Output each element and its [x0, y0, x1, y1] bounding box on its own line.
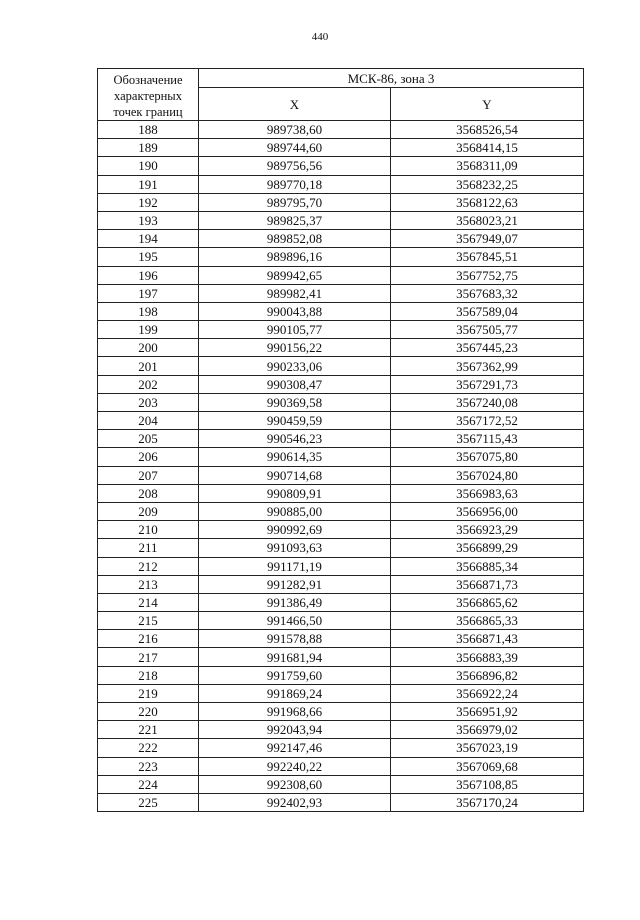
table-row: [98, 703, 584, 721]
x-coordinate-cell: 991578,88: [199, 630, 391, 648]
y-coordinate-cell: 3567023,19: [391, 739, 584, 757]
y-coordinate-cell: 3568414,15: [391, 139, 584, 157]
x-coordinate-cell: 991386,49: [199, 593, 391, 611]
point-id-cell: 193: [98, 211, 199, 229]
x-coordinate-cell: 991968,66: [199, 703, 391, 721]
y-coordinate-cell: 3568526,54: [391, 121, 584, 139]
table-row: [98, 284, 584, 302]
y-coordinate-cell: 3566923,29: [391, 521, 584, 539]
point-id-cell: 211: [98, 539, 199, 557]
x-coordinate-cell: 991681,94: [199, 648, 391, 666]
y-coordinate-cell: 3566883,39: [391, 648, 584, 666]
x-coordinate-cell: 990369,58: [199, 393, 391, 411]
y-coordinate-cell: 3566865,62: [391, 593, 584, 611]
y-coordinate-cell: 3566896,82: [391, 666, 584, 684]
point-id-cell: 220: [98, 703, 199, 721]
y-coordinate-cell: 3567172,52: [391, 412, 584, 430]
point-id-cell: 221: [98, 721, 199, 739]
x-coordinate-cell: 989770,18: [199, 175, 391, 193]
y-coordinate-cell: 3567752,75: [391, 266, 584, 284]
x-coordinate-cell: 991759,60: [199, 666, 391, 684]
table-row: [98, 248, 584, 266]
point-id-cell: 195: [98, 248, 199, 266]
page-number: 440: [311, 31, 329, 43]
x-coordinate-cell: 990809,91: [199, 484, 391, 502]
y-coordinate-cell: 3566983,63: [391, 484, 584, 502]
x-coordinate-cell: 990233,06: [199, 357, 391, 375]
x-coordinate-cell: 990714,68: [199, 466, 391, 484]
point-id-cell: 206: [98, 448, 199, 466]
table-row: [98, 175, 584, 193]
x-coordinate-cell: 992240,22: [199, 757, 391, 775]
y-coordinate-cell: 3567683,32: [391, 284, 584, 302]
y-coordinate-cell: 3566871,43: [391, 630, 584, 648]
table-row: [98, 502, 584, 520]
x-coordinate-cell: 989982,41: [199, 284, 391, 302]
point-id-cell: 208: [98, 484, 199, 502]
y-coordinate-cell: 3566871,73: [391, 575, 584, 593]
point-id-cell: 199: [98, 321, 199, 339]
point-id-cell: 209: [98, 502, 199, 520]
table-row: [98, 593, 584, 611]
y-coordinate-cell: 3567075,80: [391, 448, 584, 466]
table-row: [98, 339, 584, 357]
y-coordinate-cell: 3566979,02: [391, 721, 584, 739]
x-coordinate-cell: 990105,77: [199, 321, 391, 339]
point-id-cell: 214: [98, 593, 199, 611]
point-id-cell: 218: [98, 666, 199, 684]
y-coordinate-cell: 3568122,63: [391, 193, 584, 211]
point-id-cell: 212: [98, 557, 199, 575]
y-coordinate-cell: 3568023,21: [391, 211, 584, 229]
x-coordinate-cell: 992308,60: [199, 775, 391, 793]
table-row: [98, 230, 584, 248]
y-coordinate-cell: 3566956,00: [391, 502, 584, 520]
y-coordinate-cell: 3568232,25: [391, 175, 584, 193]
x-coordinate-cell: 989738,60: [199, 121, 391, 139]
point-id-cell: 224: [98, 775, 199, 793]
x-coordinate-cell: 992147,46: [199, 739, 391, 757]
table-row: [98, 793, 584, 811]
x-coordinate-cell: 992043,94: [199, 721, 391, 739]
y-coordinate-cell: 3567589,04: [391, 302, 584, 320]
point-id-cell: 201: [98, 357, 199, 375]
x-coordinate-cell: 990546,23: [199, 430, 391, 448]
y-coordinate-cell: 3566885,34: [391, 557, 584, 575]
table-row: [98, 121, 584, 139]
y-coordinate-cell: 3567240,08: [391, 393, 584, 411]
x-coordinate-cell: 989825,37: [199, 211, 391, 229]
point-id-cell: 190: [98, 157, 199, 175]
table-row: [98, 430, 584, 448]
table-row: [98, 321, 584, 339]
x-coordinate-cell: 990992,69: [199, 521, 391, 539]
table-row: [98, 302, 584, 320]
x-coordinate-cell: 991466,50: [199, 612, 391, 630]
table-body: [98, 121, 584, 812]
x-coordinate-cell: 991093,63: [199, 539, 391, 557]
x-coordinate-cell: 989896,16: [199, 248, 391, 266]
y-coordinate-cell: 3567069,68: [391, 757, 584, 775]
x-coordinate-cell: 992402,93: [199, 793, 391, 811]
y-coordinate-cell: 3567291,73: [391, 375, 584, 393]
table-row: [98, 666, 584, 684]
point-id-cell: 207: [98, 466, 199, 484]
x-column-header: X: [199, 88, 391, 121]
point-id-cell: 189: [98, 139, 199, 157]
table-row: [98, 266, 584, 284]
x-coordinate-cell: 990614,35: [199, 448, 391, 466]
point-id-cell: 191: [98, 175, 199, 193]
table-row: [98, 193, 584, 211]
table-row: [98, 484, 584, 502]
point-id-cell: 198: [98, 302, 199, 320]
coordinate-system-header: МСК-86, зона 3: [199, 69, 584, 88]
table-row: [98, 448, 584, 466]
table-row: [98, 612, 584, 630]
table-row: [98, 757, 584, 775]
table-row: [98, 739, 584, 757]
point-id-cell: 200: [98, 339, 199, 357]
point-id-cell: 188: [98, 121, 199, 139]
y-coordinate-cell: 3567024,80: [391, 466, 584, 484]
y-coordinate-cell: 3566922,24: [391, 684, 584, 702]
y-coordinate-cell: 3567108,85: [391, 775, 584, 793]
point-id-cell: 203: [98, 393, 199, 411]
x-coordinate-cell: 990156,22: [199, 339, 391, 357]
x-coordinate-cell: 989795,70: [199, 193, 391, 211]
y-coordinate-cell: 3566899,29: [391, 539, 584, 557]
y-coordinate-cell: 3568311,09: [391, 157, 584, 175]
y-coordinate-cell: 3566865,33: [391, 612, 584, 630]
y-coordinate-cell: 3567170,24: [391, 793, 584, 811]
points-column-header: Обозначение характерных точек границ: [98, 69, 199, 121]
x-coordinate-cell: 990308,47: [199, 375, 391, 393]
table-row: [98, 630, 584, 648]
point-id-cell: 204: [98, 412, 199, 430]
table-row: [98, 539, 584, 557]
point-id-cell: 192: [98, 193, 199, 211]
x-coordinate-cell: 990043,88: [199, 302, 391, 320]
table-row: [98, 521, 584, 539]
table-row: [98, 648, 584, 666]
y-coordinate-cell: 3567362,99: [391, 357, 584, 375]
table-row: [98, 139, 584, 157]
table-row: [98, 357, 584, 375]
y-coordinate-cell: 3567115,43: [391, 430, 584, 448]
coordinates-table: [97, 68, 584, 812]
point-id-cell: 202: [98, 375, 199, 393]
table-row: [98, 575, 584, 593]
x-coordinate-cell: 989744,60: [199, 139, 391, 157]
x-coordinate-cell: 989756,56: [199, 157, 391, 175]
point-id-cell: 219: [98, 684, 199, 702]
point-id-cell: 222: [98, 739, 199, 757]
table-row: [98, 775, 584, 793]
x-coordinate-cell: 989942,65: [199, 266, 391, 284]
y-coordinate-cell: 3567949,07: [391, 230, 584, 248]
x-coordinate-cell: 989852,08: [199, 230, 391, 248]
y-coordinate-cell: 3567845,51: [391, 248, 584, 266]
point-id-cell: 215: [98, 612, 199, 630]
x-coordinate-cell: 991282,91: [199, 575, 391, 593]
table-row: [98, 721, 584, 739]
table-row: [98, 157, 584, 175]
table-row: [98, 211, 584, 229]
point-id-cell: 196: [98, 266, 199, 284]
point-id-cell: 225: [98, 793, 199, 811]
table-row: [98, 393, 584, 411]
x-coordinate-cell: 990885,00: [199, 502, 391, 520]
y-column-header: Y: [391, 88, 584, 121]
point-id-cell: 197: [98, 284, 199, 302]
table-row: [98, 684, 584, 702]
point-id-cell: 210: [98, 521, 199, 539]
point-id-cell: 216: [98, 630, 199, 648]
y-coordinate-cell: 3567445,23: [391, 339, 584, 357]
table-row: [98, 466, 584, 484]
table-row: [98, 557, 584, 575]
y-coordinate-cell: 3566951,92: [391, 703, 584, 721]
point-id-cell: 223: [98, 757, 199, 775]
table-header: [98, 69, 584, 121]
x-coordinate-cell: 991171,19: [199, 557, 391, 575]
point-id-cell: 205: [98, 430, 199, 448]
point-id-cell: 194: [98, 230, 199, 248]
y-coordinate-cell: 3567505,77: [391, 321, 584, 339]
table-row: [98, 375, 584, 393]
x-coordinate-cell: 990459,59: [199, 412, 391, 430]
point-id-cell: 213: [98, 575, 199, 593]
x-coordinate-cell: 991869,24: [199, 684, 391, 702]
point-id-cell: 217: [98, 648, 199, 666]
table-row: [98, 412, 584, 430]
